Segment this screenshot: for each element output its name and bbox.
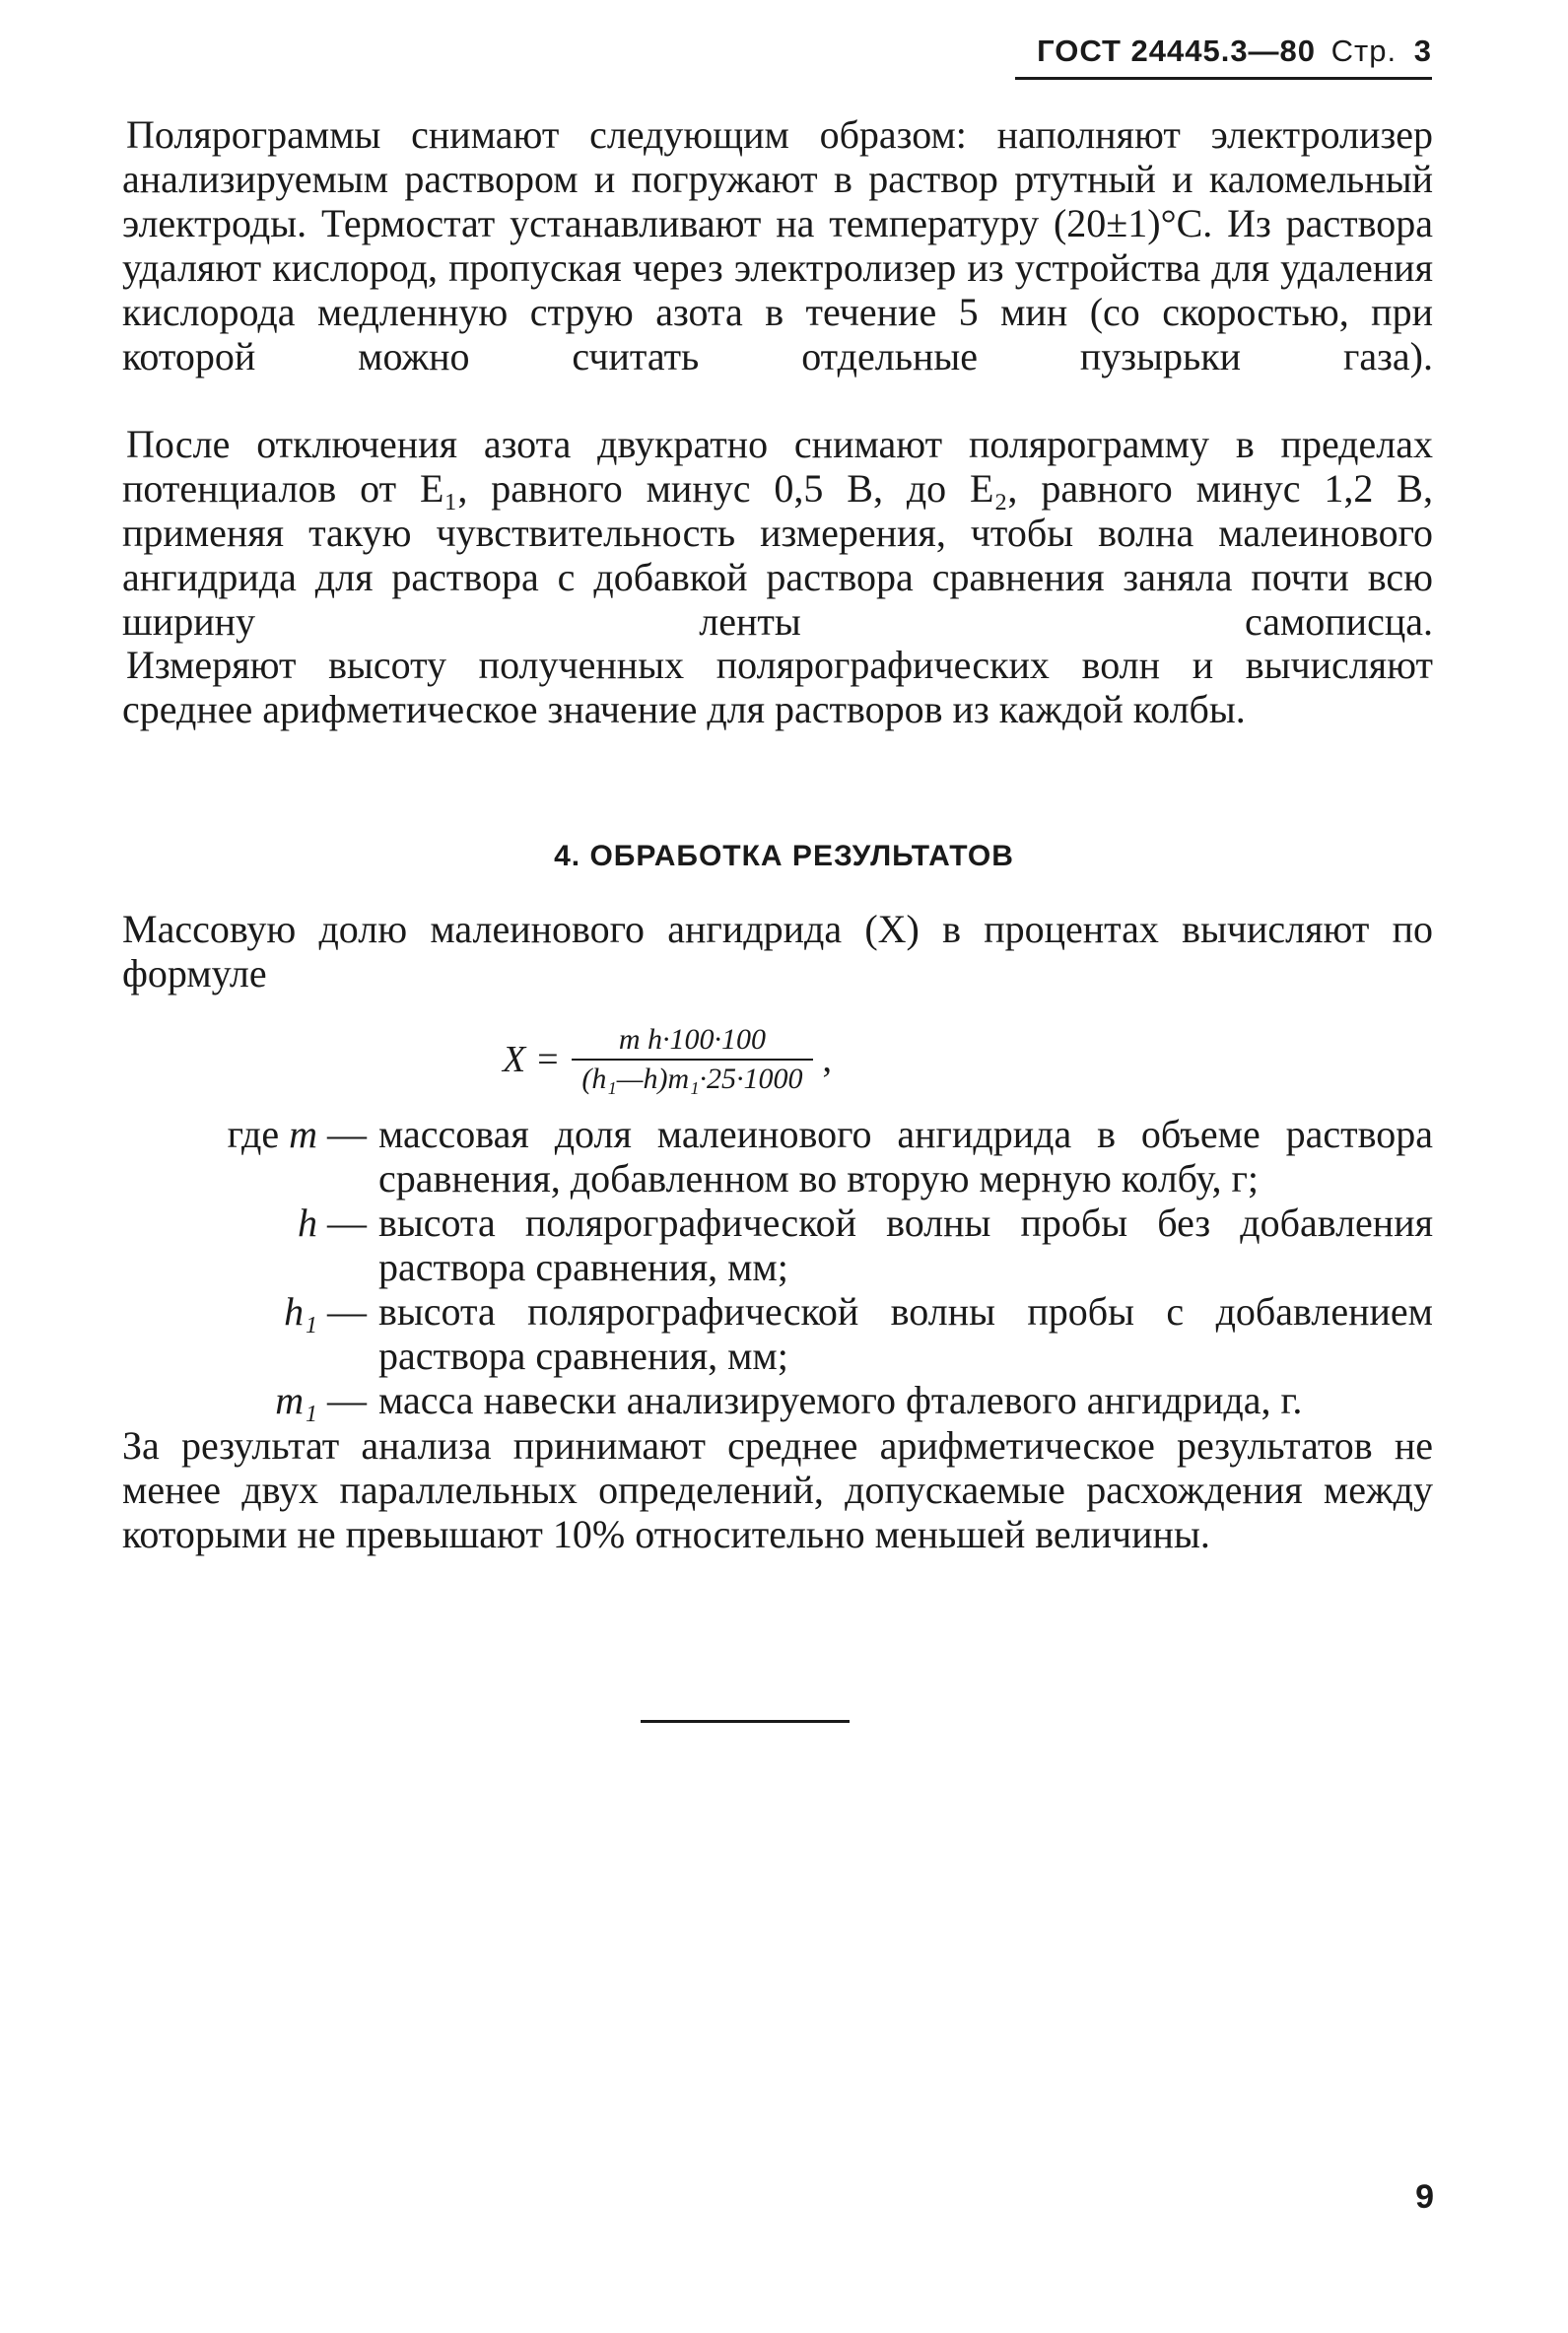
section-title: 4. ОБРАБОТКА РЕЗУЛЬТАТОВ (554, 840, 1014, 872)
paragraph-wave-height: Измеряют высоту полученных полярографических волн и вычисляют среднее арифметическое значение для растворов из каждой колбы. (122, 643, 1433, 731)
header-rule (1015, 77, 1432, 80)
formula-lhs: X = (503, 1039, 561, 1080)
paragraph-potential-range: После отключения азота двукратно снимают полярограмму в пределах потенциалов от E₁, равного минус 0,5 В, до E₂, равного минус 1,2 В, применяя такую чувствительность измерения, чтобы волна малеинового ангидрида для раствора с добавкой раствора сравнения заняла почти всю ширину ленты самописца. (122, 422, 1433, 644)
variable-definitions (122, 1112, 1433, 1422)
paragraph-conclusion: За результат анализа принимают среднее арифметическое результатов не менее двух параллельных определений, допускаемые расхождения между которыми не превышают 10% относительно меньшей величины. (122, 1423, 1433, 1556)
definition-item (122, 1201, 1433, 1289)
definition-item (122, 1112, 1433, 1201)
mass-fraction-formula (503, 1005, 832, 1114)
definition-text: высота полярографической волны пробы без добавления раствора сравнения, мм; (378, 1201, 1433, 1289)
formula-denominator: (h₁—h)m₁·25·1000 (581, 1063, 803, 1095)
standard-number: ГОСТ 24445.3—80 (1037, 34, 1317, 68)
definition-item (122, 1289, 1433, 1378)
running-header (1037, 34, 1432, 69)
definition-symbol: h₁ — (284, 1289, 367, 1334)
formula-comma: , (822, 1039, 833, 1080)
paragraph-polarogram-procedure: Полярограммы снимают следующим образом: наполняют электролизер анализируемым раствором и погружают в раствор ртутный и каломельный электроды. Термостат устанавливают на температуру (20±1)°С. Из раствора удаляют кислород, пропуская через электролизер из устройства для удаления кислорода медленную струю азота в течение 5 мин (со скоростью, при которой можно считать отдельные пузырьки газа). (122, 112, 1433, 378)
definition-text: масса навески анализируемого фталевого ангидрида, г. (378, 1378, 1303, 1422)
paragraph-formula-intro: Массовую долю малеинового ангидрида (X) в процентах вычисляют по формуле (122, 907, 1433, 995)
definition-symbol: m₁ — (275, 1378, 367, 1422)
header-page-number: 3 (1413, 34, 1432, 68)
definition-text: массовая доля малеинового ангидрида в объеме раствора сравнения, добавленном во вторую мерную колбу, г; (378, 1112, 1433, 1201)
page-number: 9 (1415, 2178, 1434, 2216)
definition-symbol: где m — (227, 1112, 367, 1156)
formula-numerator: m h·100·100 (618, 1023, 767, 1056)
definition-item (122, 1378, 1433, 1422)
end-rule (641, 1720, 850, 1723)
formula-fraction (572, 1021, 812, 1098)
definition-text: высота полярографической волны пробы с добавлением раствора сравнения, мм; (378, 1289, 1433, 1378)
definition-symbol: h — (298, 1201, 367, 1245)
page-label: Стр. (1330, 34, 1398, 68)
